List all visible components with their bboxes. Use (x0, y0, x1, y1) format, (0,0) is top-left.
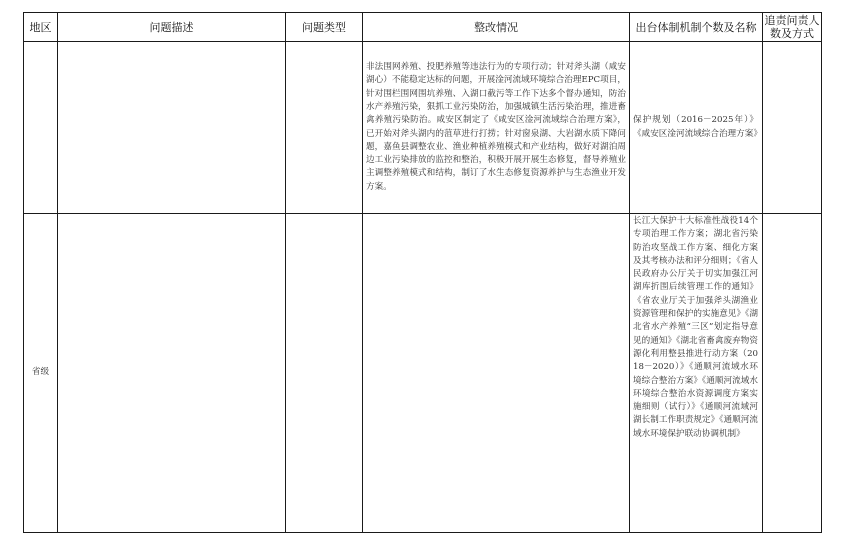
cell-problem-type (286, 42, 363, 214)
table-row (24, 42, 822, 214)
header-problem-description: 问题描述 (58, 13, 286, 42)
header-mechanisms: 出台体制机制个数及名称 (630, 13, 763, 42)
cell-rectification-status: 非法围网养殖、投肥养殖等违法行为的专项行动；针对斧头湖（咸安湖心）不能稳定达标的问题，开展淦河流域环境综合治理EPC项目，针对围栏围网围坑养殖、入湖口截污等工作下达多个督办通知，防治水产养殖污染，狠抓工业污染防治，加强城镇生活污染治理，推进畜禽养殖污染防治。咸安区制定了《咸安区淦河流域综合治理方案》，已开始对斧头湖内的菹草进行打捞；针对窗泉湖、大岩湖水质下降问题，嘉鱼县调整农业、渔业种植养殖模式和产业结构，做好对湖泊周边工业污染排放的监控和整治，积极开展开展生态修复，督导养殖业主调整养殖模式和结构，制订了水生态修复资源养护与生态渔业开发方案。 (363, 42, 630, 214)
header-accountability: 追责问责人数及方式 (764, 14, 820, 40)
cell-rectification-status (363, 214, 630, 533)
cell-mechanisms: 保护规划（2016－2025年）》《咸安区淦河流域综合治理方案》 (630, 42, 763, 214)
header-region: 地区 (24, 13, 58, 42)
header-problem-type: 问题类型 (286, 13, 363, 42)
table-row (24, 214, 822, 533)
cell-accountability (763, 42, 822, 214)
rectification-table (23, 12, 822, 533)
cell-problem-type (286, 214, 363, 533)
header-row (24, 13, 822, 42)
header-rectification-status: 整改情况 (363, 13, 630, 42)
cell-region (24, 42, 58, 214)
cell-problem-description (58, 214, 286, 533)
cell-problem-description (58, 42, 286, 214)
cell-mechanisms: 长江大保护十大标准性战役14个专项治理工作方案；湖北省污染防治攻坚战工作方案、细化方案及其考核办法和评分细则；《省人民政府办公厅关于切实加强江河湖库折围后续管理工作的通知》《省农业厅关于加强斧头湖渔业资源管理和保护的实施意见》《湖北省水产养殖“三区”划定指导意见的通知》《湖北省畜禽废弃物资源化利用整县推进行动方案（2018－2020）》《通顺河流域水环境综合整治方案》《通顺河流域水环境综合整治水资源调度方案实施细则（试行）》《通顺河流域河湖长制工作职责规定》《通顺河流域水环境保护联动协调机制》 (630, 214, 763, 533)
cell-region: 省级 (24, 214, 58, 533)
cell-accountability (763, 214, 822, 533)
